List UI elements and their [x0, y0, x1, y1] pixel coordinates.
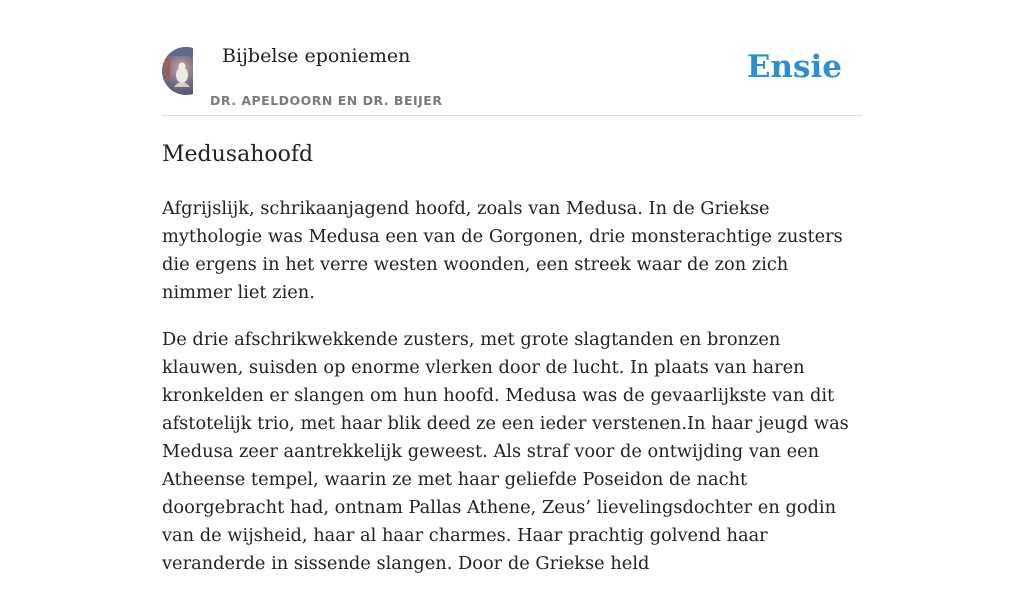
- book-cover-icon[interactable]: [162, 47, 210, 95]
- article-paragraph: De drie afschrikwekkende zusters, met grote slagtanden en bronzen klauwen, suisden op enorme vlerken door de lucht. In plaats van haren kronkelden er slangen om hun hoofd. Medusa was de gevaarlijkste van dit afstotelijk trio, met haar blik deed ze een ieder verstenen.In haar jeugd was Medusa zeer aantrekkelijk geweest. Als straf voor de ontwijding van een Atheense tempel, waarin ze met haar geliefde Poseidon de nacht doorgebracht had, ontnam Pallas Athene, Zeus’ lievelingsdochter en godin van de wijsheid, haar al haar charmes. Haar prachtig golvend haar veranderde in sissende slangen. Door de Griekse held: [162, 329, 849, 574]
- book-cover-image: [162, 47, 210, 95]
- header: [162, 0, 862, 116]
- article-paragraph: Afgrijslijk, schrikaanjagend hoofd, zoals van Medusa. In de Griekse mythologie was Medusa een van de Gorgonen, drie monsterachtige zusters die ergens in het verre westen woonden, een streek waar de zon zich nimmer liet zien.: [162, 198, 843, 303]
- article-title: Medusahoofd: [162, 142, 314, 167]
- book-authors: DR. APELDOORN EN DR. BEIJER: [210, 93, 443, 108]
- ensie-logo[interactable]: Ensie: [746, 49, 842, 85]
- book-title[interactable]: Bijbelse eponiemen: [222, 45, 411, 67]
- article: [162, 138, 862, 597]
